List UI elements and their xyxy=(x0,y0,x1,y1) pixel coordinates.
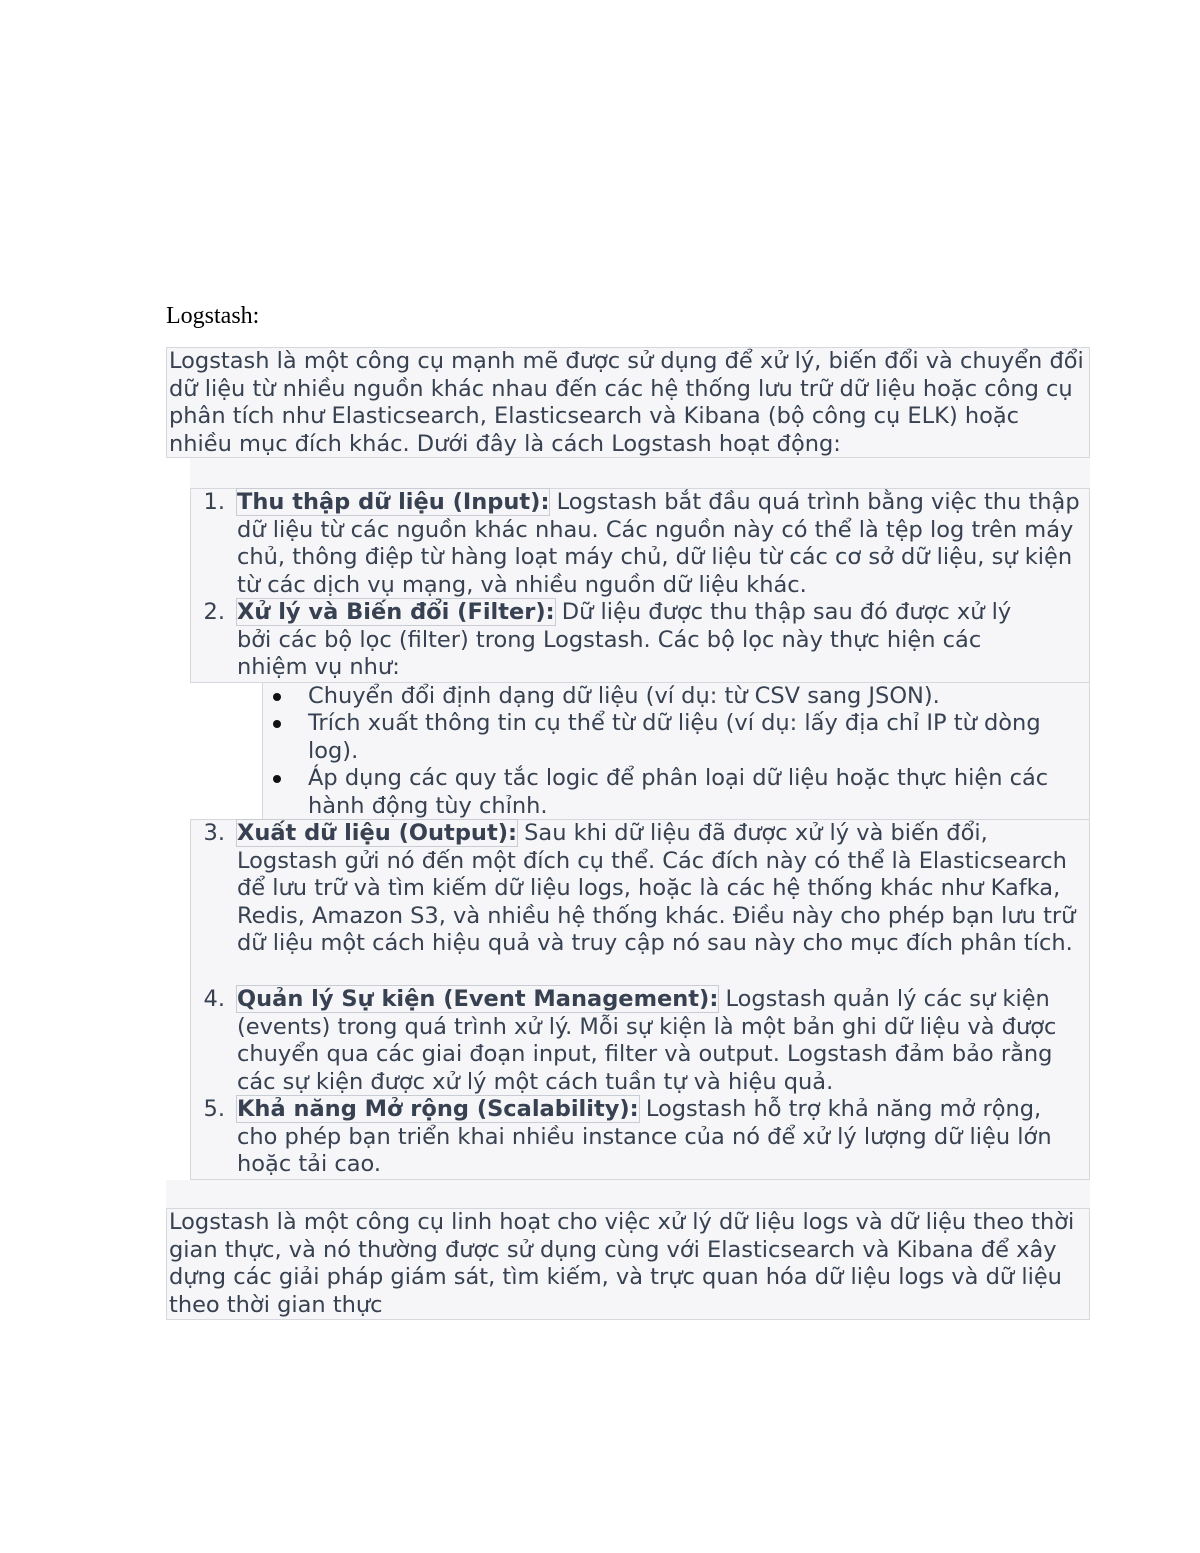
page-title: Logstash: xyxy=(166,303,260,329)
step-text: Logstash hỗ trợ khả năng mở rộng, cho phép bạn triển khai nhiều instance của nó để xử lý lượng dữ liệu lớn hoặc tải cao. xyxy=(237,1096,1052,1178)
list-number: 5. xyxy=(203,1096,225,1122)
filter-tasks-list xyxy=(262,682,1090,820)
conclusion-paragraph: Logstash là một công cụ linh hoạt cho việc xử lý dữ liệu logs và dữ liệu theo thời gian thực, và nó thường được sử dụng cùng với Elasticsearch và Kibana để xây dựng các giải pháp giám sát, tìm kiếm, và trực quan hóa dữ liệu logs và dữ liệu theo thời gian thực xyxy=(166,1208,1090,1320)
list-number: 1. xyxy=(203,489,225,515)
spacer-band xyxy=(190,458,1090,488)
list-number: 2. xyxy=(203,599,225,625)
step-lead: Quản lý Sự kiện (Event Management): xyxy=(237,986,719,1012)
step-text: Logstash bắt đầu quá trình bằng việc thu thập dữ liệu từ các nguồn khác nhau. Các nguồn này có thể là tệp log trên máy chủ, thông điệp từ hàng loạt máy chủ, dữ liệu từ các cơ sở dữ liệu, sự kiện từ các dịch vụ mạng, và nhiều nguồn dữ liệu khác. xyxy=(237,489,1080,598)
step-lead: Xuất dữ liệu (Output): xyxy=(237,820,517,846)
steps-list-part-1 xyxy=(190,488,1090,683)
step-lead: Khả năng Mở rộng (Scalability): xyxy=(237,1096,639,1122)
step-lead: Xử lý và Biến đổi (Filter): xyxy=(237,599,555,625)
spacer-band xyxy=(166,1180,1090,1208)
list-number: 3. xyxy=(203,820,225,846)
step-lead: Thu thập dữ liệu (Input): xyxy=(237,489,550,515)
list-number: 4. xyxy=(203,986,225,1012)
step-text: Logstash quản lý các sự kiện (events) trong quá trình xử lý. Mỗi sự kiện là một bản ghi dữ liệu và được chuyển qua các giai đoạn input, filter và output. Logstash đảm bảo rằng các sự kiện được xử lý một cách tuần tự và hiệu quả. xyxy=(237,986,1057,1095)
bullet-text: Áp dụng các quy tắc logic để phân loại dữ liệu hoặc thực hiện các hành động tùy chỉnh. xyxy=(308,765,1049,819)
bullet-icon xyxy=(273,775,281,783)
bullet-icon xyxy=(273,693,281,701)
bullet-text: Chuyển đổi định dạng dữ liệu (ví dụ: từ CSV sang JSON). xyxy=(308,683,940,709)
step-text: Dữ liệu được thu thập sau đó được xử lý bởi các bộ lọc (filter) trong Logstash. Các bộ lọc này thực hiện các nhiệm vụ như: xyxy=(237,599,1012,681)
step-text: Sau khi dữ liệu đã được xử lý và biến đổi, Logstash gửi nó đến một đích cụ thể. Các đích này có thể là Elasticsearch để lưu trữ và tìm kiếm dữ liệu logs, hoặc là các hệ thống khác như Kafka, Redis, Amazon S3, và nhiều hệ thống khác. Điều này cho phép bạn lưu trữ dữ liệu một cách hiệu quả và truy cập nó sau này cho mục đích phân tích. xyxy=(237,820,1076,957)
steps-list-part-2 xyxy=(190,819,1090,1180)
bullet-icon xyxy=(273,720,281,728)
bullet-text: Trích xuất thông tin cụ thể từ dữ liệu (ví dụ: lấy địa chỉ IP từ dòng log). xyxy=(308,710,1041,764)
intro-paragraph: Logstash là một công cụ mạnh mẽ được sử dụng để xử lý, biến đổi và chuyển đổi dữ liệu từ nhiều nguồn khác nhau đến các hệ thống lưu trữ dữ liệu hoặc công cụ phân tích như Elasticsearch, Elasticsearch và Kibana (bộ công cụ ELK) hoặc nhiều mục đích khác. Dưới đây là cách Logstash hoạt động: xyxy=(166,347,1090,458)
